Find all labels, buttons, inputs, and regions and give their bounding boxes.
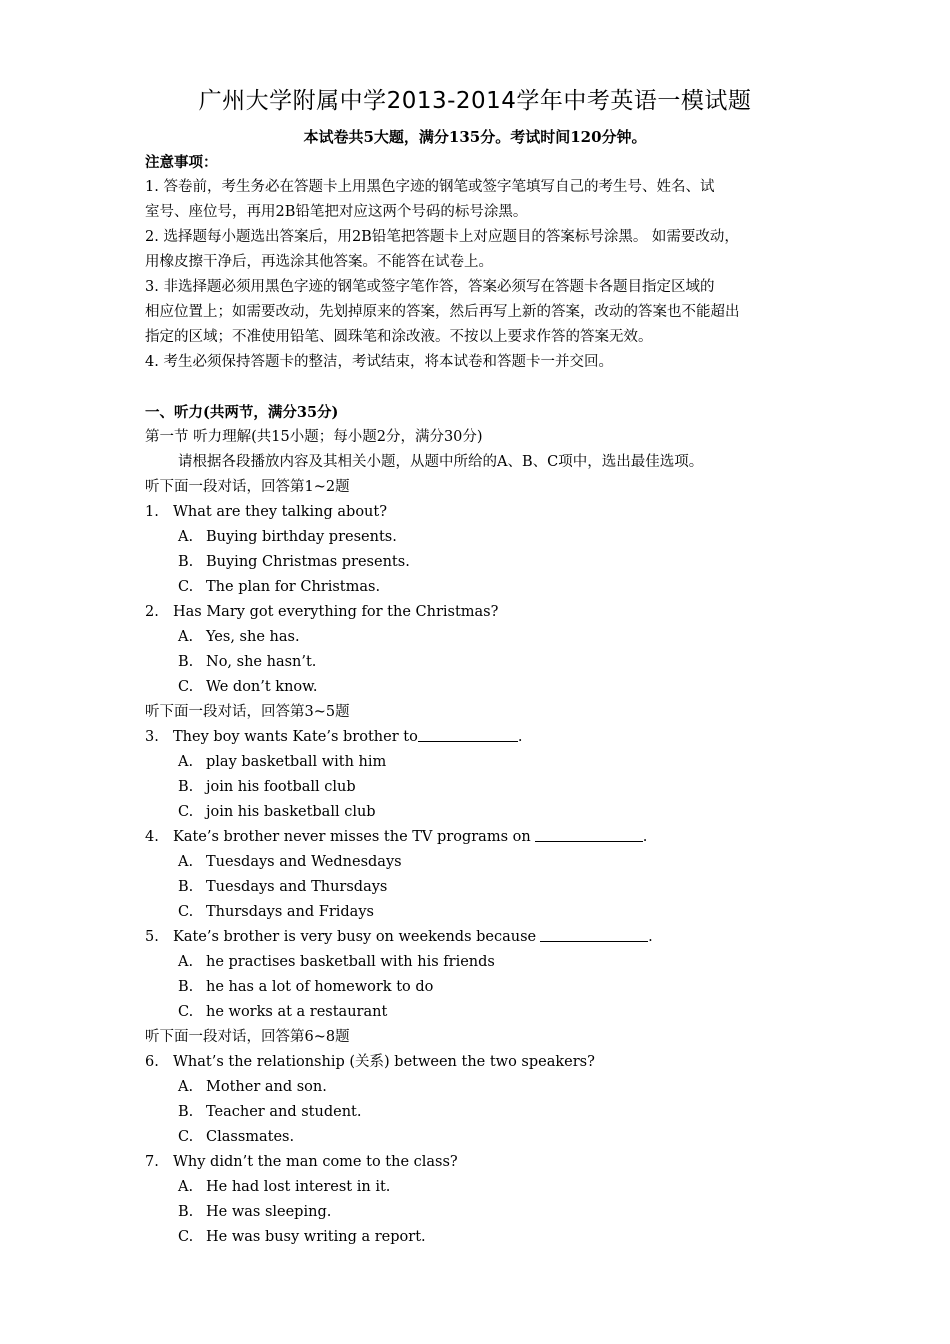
- section-instruction: 请根据各段播放内容及其相关小题，从题中所给的A、B、C项中，选出最佳选项。: [178, 454, 704, 470]
- notes-heading: 注意事项：: [145, 154, 218, 171]
- option-text: Tuesdays and Wednesdays: [206, 854, 402, 870]
- option-text: Tuesdays and Thursdays: [206, 879, 388, 895]
- question: [145, 500, 825, 525]
- option-text: He was busy writing a report.: [206, 1229, 426, 1245]
- option-text: The plan for Christmas.: [206, 579, 381, 595]
- dialog-note: 听下面一段对话，回答第6~8题: [145, 1029, 350, 1045]
- question: [145, 1150, 825, 1175]
- option: [145, 1075, 825, 1100]
- question-text: Kate’s brother never misses the TV programs on: [173, 829, 531, 845]
- spacer: [145, 375, 825, 400]
- option: [145, 975, 825, 1000]
- option-letter: A.: [178, 854, 194, 870]
- option-letter: A.: [178, 954, 194, 970]
- option-text: Yes, she has.: [206, 629, 300, 645]
- answer-blank: [418, 725, 518, 742]
- option: [145, 1000, 825, 1025]
- option-letter: C.: [178, 1229, 194, 1245]
- option-text: join his football club: [206, 779, 356, 795]
- page-title: 广州大学附属中学2013-2014学年中考英语一模试题: [198, 88, 752, 114]
- option-letter: C.: [178, 1129, 194, 1145]
- option-text: Mother and son.: [206, 1079, 327, 1095]
- option: [145, 1200, 825, 1225]
- exam-subtitle: 本试卷共5大题，满分135分。考试时间120分钟。: [303, 128, 647, 146]
- option: [145, 900, 825, 925]
- option-text: He was sleeping.: [206, 1204, 332, 1220]
- question-tail: .: [517, 729, 523, 745]
- option-letter: B.: [178, 1204, 194, 1220]
- notes-line: 相应位置上；如需要改动，先划掉原来的答案，然后再写上新的答案，改动的答案也不能超出: [145, 304, 740, 320]
- exam-content: [145, 150, 825, 1250]
- option-text: Teacher and student.: [206, 1104, 362, 1120]
- option-letter: C.: [178, 904, 194, 920]
- option: [145, 1125, 825, 1150]
- question-tail: .: [642, 829, 648, 845]
- option-text: He had lost interest in it.: [206, 1179, 391, 1195]
- option-letter: C.: [178, 804, 194, 820]
- question: [145, 600, 825, 625]
- section-heading: 一、听力(共两节，满分35分): [145, 404, 339, 421]
- question-text: Has Mary got everything for the Christmas?: [173, 604, 499, 620]
- question: [145, 1050, 825, 1075]
- option: [145, 525, 825, 550]
- notes-line: 3. 非选择题必须用黑色字迹的钢笔或签字笔作答，答案必须写在答题卡各题目指定区域的: [145, 279, 715, 295]
- option: [145, 575, 825, 600]
- option-text: Buying birthday presents.: [206, 529, 397, 545]
- option: [145, 625, 825, 650]
- part-heading: 第一节 听力理解(共15小题；每小题2分，满分30分): [145, 429, 483, 445]
- option-letter: A.: [178, 754, 194, 770]
- option-text: Thursdays and Fridays: [206, 904, 374, 920]
- option-text: No, she hasn’t.: [206, 654, 317, 670]
- answer-blank: [540, 925, 648, 942]
- notes-line: 指定的区域；不准使用铅笔、圆珠笔和涂改液。不按以上要求作答的答案无效。: [145, 329, 653, 345]
- answer-blank: [535, 825, 643, 842]
- option-text: Buying Christmas presents.: [206, 554, 410, 570]
- option-letter: A.: [178, 629, 194, 645]
- notes-line: 1. 答卷前，考生务必在答题卡上用黑色字迹的钢笔或签字笔填写自己的考生号、姓名、试: [145, 179, 715, 195]
- dialog-note: 听下面一段对话，回答第3~5题: [145, 704, 350, 720]
- question-number: 7.: [145, 1154, 159, 1170]
- question-number: 2.: [145, 604, 159, 620]
- question-number: 3.: [145, 729, 159, 745]
- question-text: Why didn’t the man come to the class?: [173, 1154, 458, 1170]
- option-text: he practises basketball with his friends: [206, 954, 495, 970]
- question-number: 4.: [145, 829, 159, 845]
- option: [145, 750, 825, 775]
- option-text: he has a lot of homework to do: [206, 979, 434, 995]
- option-letter: C.: [178, 679, 194, 695]
- question-text: They boy wants Kate’s brother to: [173, 729, 418, 745]
- question-number: 1.: [145, 504, 159, 520]
- dialog-note: 听下面一段对话，回答第1~2题: [145, 479, 350, 495]
- option-letter: A.: [178, 1079, 194, 1095]
- option-letter: A.: [178, 1179, 194, 1195]
- option-letter: C.: [178, 579, 194, 595]
- option-text: We don’t know.: [206, 679, 318, 695]
- question: [145, 725, 825, 750]
- option: [145, 875, 825, 900]
- option-letter: B.: [178, 654, 194, 670]
- notes-line: 用橡皮擦干净后，再选涂其他答案。不能答在试卷上。: [145, 254, 493, 270]
- option-text: he works at a restaurant: [206, 1004, 388, 1020]
- option: [145, 850, 825, 875]
- option: [145, 650, 825, 675]
- option-letter: C.: [178, 1004, 194, 1020]
- option: [145, 800, 825, 825]
- option-text: join his basketball club: [206, 804, 376, 820]
- notes-line: 室号、座位号，再用2B铅笔把对应这两个号码的标号涂黑。: [145, 204, 528, 220]
- question: [145, 825, 825, 850]
- question-text: Kate’s brother is very busy on weekends because: [173, 929, 537, 945]
- question-number: 5.: [145, 929, 159, 945]
- option-letter: B.: [178, 1104, 194, 1120]
- option-text: play basketball with him: [206, 754, 387, 770]
- question-text: What are they talking about?: [173, 504, 387, 520]
- option: [145, 1225, 825, 1250]
- option-letter: B.: [178, 979, 194, 995]
- option: [145, 950, 825, 975]
- option-letter: A.: [178, 529, 194, 545]
- notes-line: 4. 考生必须保持答题卡的整洁，考试结束，将本试卷和答题卡一并交回。: [145, 354, 613, 370]
- question: [145, 925, 825, 950]
- option-letter: B.: [178, 779, 194, 795]
- option: [145, 1100, 825, 1125]
- option-text: Classmates.: [206, 1129, 295, 1145]
- option: [145, 1175, 825, 1200]
- option: [145, 775, 825, 800]
- question-tail: .: [648, 929, 653, 945]
- option-letter: B.: [178, 554, 194, 570]
- option: [145, 550, 825, 575]
- option: [145, 675, 825, 700]
- option-letter: B.: [178, 879, 194, 895]
- notes-line: 2. 选择题每小题选出答案后，用2B铅笔把答题卡上对应题目的答案标号涂黑。 如需要改动，: [145, 229, 739, 245]
- question-text: What’s the relationship (关系) between the two speakers?: [173, 1054, 595, 1070]
- question-number: 6.: [145, 1054, 159, 1070]
